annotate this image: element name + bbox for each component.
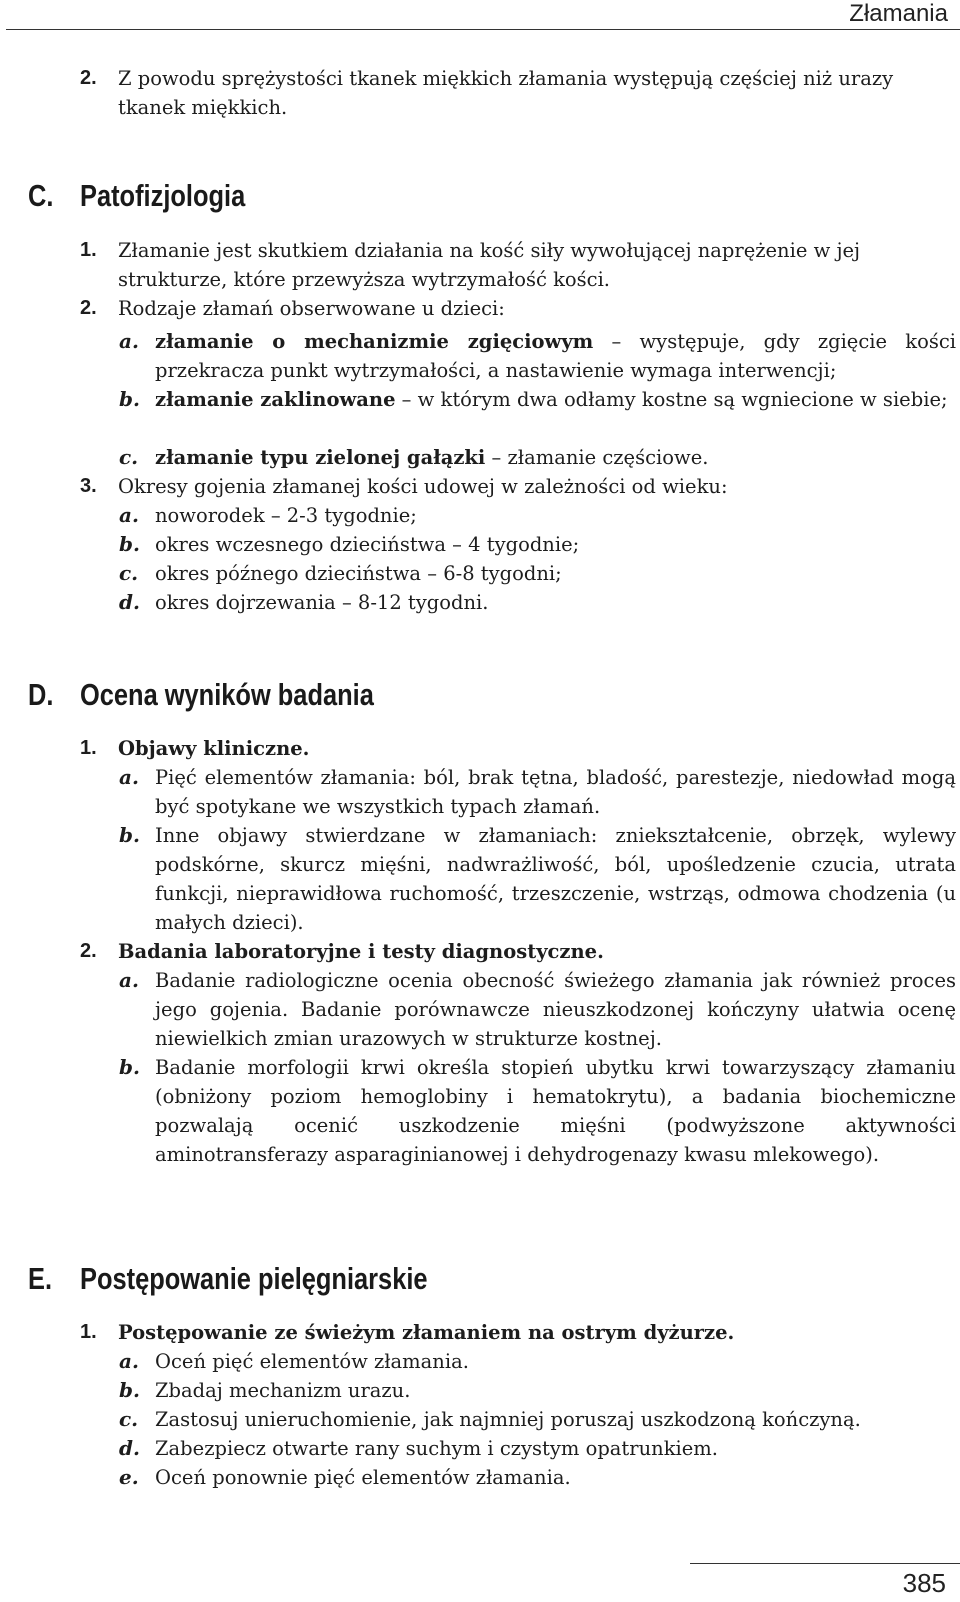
item-number: 2. [80,940,97,962]
item-text: Rodzaje złamań obserwowane u dzieci: [118,297,505,320]
item-text: Oceń pięć elementów złamania. [155,1350,469,1373]
item-text: noworodek – 2-3 tygodnie; [155,504,417,527]
item-letter: e. [119,1465,139,1489]
item-heading: Postępowanie ze świeżym złamaniem na ostrym dyżurze. [118,1321,735,1344]
item-letter: c. [119,1407,139,1431]
section-letter: C. [28,178,54,213]
item-heading: Badania laboratoryjne i testy diagnostyczne. [118,940,604,963]
footer-rule [690,1563,960,1564]
section-title: Patofizjologia [80,178,246,213]
running-head: Złamania [849,0,948,27]
definition: – występuje, gdy zgięcie kości przekracza punkt wytrzymałości, a nastawienie wymaga interwencji; [155,330,956,382]
item-text: Oceń ponownie pięć elementów złamania. [155,1466,571,1489]
item-letter: a. [119,1349,139,1373]
definition: – w którym dwa odłamy kostne są wgniecione w siebie; [395,388,948,411]
item-text: okres późnego dzieciństwa – 6-8 tygodni; [155,562,562,585]
item-text: Zbadaj mechanizm urazu. [155,1379,411,1402]
item-letter: a. [119,503,139,527]
item-text [155,443,956,472]
definition: – złamanie częściowe. [485,446,709,469]
item-text: okres wczesnego dzieciństwa – 4 tygodnie; [155,533,580,556]
section-title: Postępowanie pielęgniarskie [80,1261,428,1296]
section-title: Ocena wyników badania [80,677,374,712]
item-letter: a. [119,329,139,353]
item-number: 2. [80,67,97,89]
item-text: Z powodu sprężystości tkanek miękkich złamania występują częściej niż urazy tkanek miękkich. [118,67,894,119]
item-heading: Objawy kliniczne. [118,737,310,760]
item-letter: c. [119,445,139,469]
item-letter: d. [119,1436,140,1460]
item-text: Okresy gojenia złamanej kości udowej w zależności od wieku: [118,475,728,498]
item-number: 1. [80,737,97,759]
item-text: Badanie morfologii krwi określa stopień ubytku krwi towarzyszący złamaniu (obniżony poziom hemoglobiny i hematokrytu), a badania biochemiczne pozwalają ocenić uszkodzenie mięśni (podwyższone aktywności aminotransferazy asparaginianowej i dehydrogenazy kwasu mlekowego). [155,1056,956,1166]
item-letter: d. [119,590,140,614]
item-number: 1. [80,239,97,261]
section-letter: D. [28,677,54,712]
item-letter: b. [119,1055,140,1079]
item-letter: a. [119,968,139,992]
item-text [155,327,956,385]
term: złamanie o mechanizmie zgięciowym [155,330,594,353]
item-letter: b. [119,387,140,411]
header-rule [6,29,960,30]
item-text: Pięć elementów złamania: ból, brak tętna, bladość, parestezje, niedowład mogą być spotykane we wszystkich typach złamań. [155,766,956,818]
item-text: Badanie radiologiczne ocenia obecność świeżego złamania jak również proces jego gojenia. Badanie porównawcze nieuszkodzonej kończyny ułatwia ocenę niewielkich zmian urazowych w strukturze kostnej. [155,969,956,1050]
section-letter: E. [28,1261,53,1296]
item-letter: b. [119,532,140,556]
item-text: Zabezpiecz otwarte rany suchym i czystym opatrunkiem. [155,1437,718,1460]
item-text: Zastosuj unieruchomienie, jak najmniej poruszaj uszkodzoną kończyną. [155,1408,861,1431]
item-letter: a. [119,765,139,789]
item-text: okres dojrzewania – 8-12 tygodni. [155,591,489,614]
item-letter: c. [119,561,139,585]
item-text [155,385,956,414]
item-text: Inne objawy stwierdzane w złamaniach: zniekształcenie, obrzęk, wylewy podskórne, skurcz mięśni, nadwrażliwość, ból, upośledzenie czucia, utrata funkcji, nieprawidłowa ruchomość, trzeszczenie, wstrząs, odmowa chodzenia (u małych dzieci). [155,824,956,934]
item-number: 2. [80,297,97,319]
item-number: 3. [80,475,97,497]
item-number: 1. [80,1321,97,1343]
item-text: Złamanie jest skutkiem działania na kość siły wywołującej naprężenie w jej strukturze, które przewyższa wytrzymałość kości. [118,239,861,291]
term: złamanie zaklinowane [155,388,396,411]
item-letter: b. [119,823,140,847]
item-letter: b. [119,1378,140,1402]
page-number: 385 [902,1568,946,1598]
term: złamanie typu zielonej gałązki [155,446,486,469]
